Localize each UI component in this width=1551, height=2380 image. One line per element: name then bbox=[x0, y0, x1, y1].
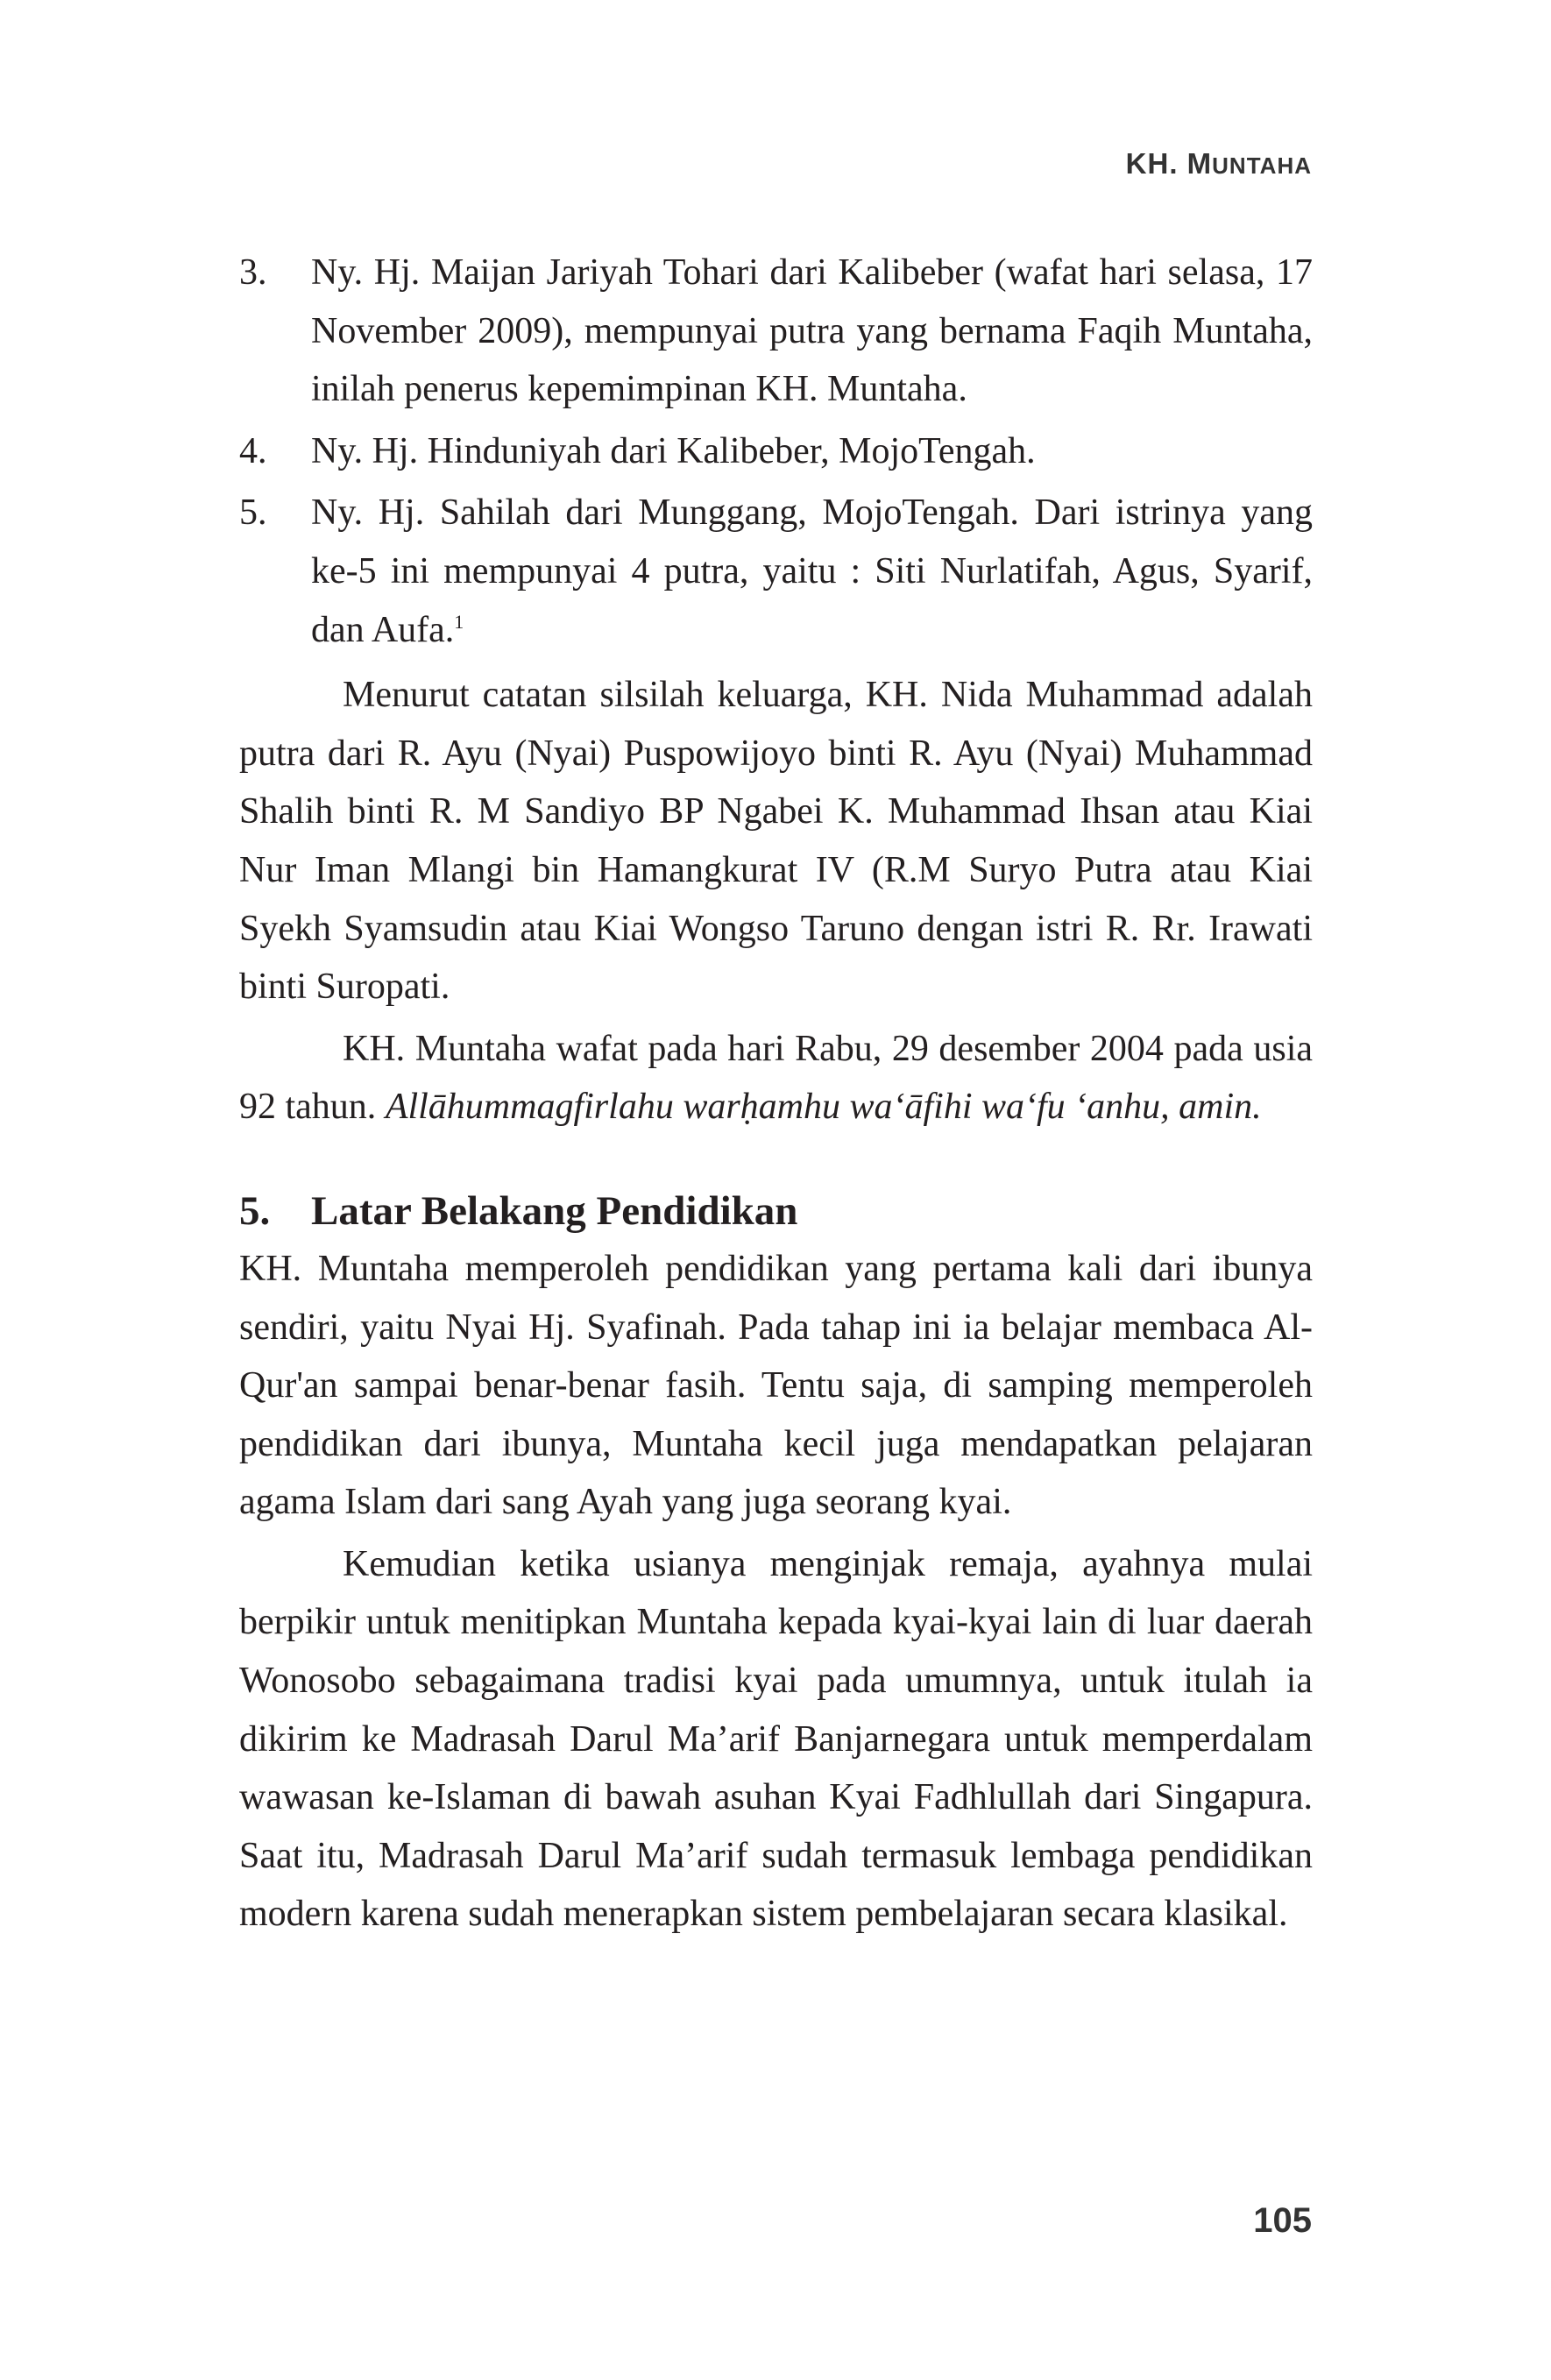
list-item bbox=[239, 244, 1313, 419]
list-text: Ny. Hj. Sahilah dari Munggang, MojoTengah. Dari istrinya yang ke-5 ini mempunyai 4 putra, yaitu : Siti Nurlatifah, Agus, Syarif, dan Aufa. bbox=[311, 492, 1313, 650]
section-heading bbox=[239, 1182, 1313, 1240]
list-number: 3. bbox=[239, 252, 267, 293]
list-number: 4. bbox=[239, 430, 267, 471]
genealogy-paragraph: Menurut catatan silsilah keluarga, KH. Nida Muhammad adalah putra dari R. Ayu (Nyai) Puspowijoyo binti R. Ayu (Nyai) Muhammad Shalih binti R. M Sandiyo BP Ngabei K. Muhammad Ihsan atau Kiai Nur Iman Mlangi bin Hamangkurat IV (R.M Suryo Putra atau Kiai Syekh Syamsudin atau Kiai Wongso Taruno dengan istri R. Rr. Irawati binti Suropati. bbox=[239, 675, 1313, 1008]
death-text: KH. Muntaha wafat pada hari Rabu, 29 desember 2004 pada usia 92 tahun. bbox=[239, 1028, 1313, 1128]
list-text: Ny. Hj. Hinduniyah dari Kalibeber, MojoTengah. bbox=[311, 430, 1036, 471]
death-paragraph bbox=[239, 1020, 1313, 1137]
prayer-text: Allāhummagfirlahu warḥamhu wa‘āfihi wa‘fu ‘anhu, amin. bbox=[385, 1087, 1262, 1128]
section-number: 5. bbox=[239, 1187, 271, 1234]
running-head bbox=[1126, 147, 1312, 181]
running-head-smallcaps: UNTAHA bbox=[1212, 152, 1312, 179]
list-number: 5. bbox=[239, 492, 267, 534]
education-paragraph: KH. Muntaha memperoleh pendidikan yang pertama kali dari ibunya sendiri, yaitu Nyai Hj. Syafinah. Pada tahap ini ia belajar membaca Al-Qur'an sampai benar-benar fasih. Tentu saja, di samping memperoleh pendidikan dari ibunya, Muntaha kecil juga mendapatkan pelajaran agama Islam dari sang Ayah yang juga seorang kyai. bbox=[239, 1248, 1313, 1523]
list-text: Ny. Hj. Maijan Jariyah Tohari dari Kalibeber (wafat hari selasa, 17 November 2009), mempunyai putra yang bernama Faqih Muntaha, inilah penerus kepemimpinan KH. Muntaha. bbox=[311, 252, 1313, 410]
page-body bbox=[239, 244, 1313, 1947]
list-item bbox=[239, 484, 1313, 659]
section-title: Latar Belakang Pendidikan bbox=[311, 1187, 798, 1234]
education-paragraph: Kemudian ketika usianya menginjak remaja, ayahnya mulai berpikir untuk menitipkan Muntaha kepada kyai-kyai lain di luar daerah Wonosobo sebagaimana tradisi kyai pada umumnya, untuk itulah ia dikirim ke Madrasah Darul Ma’arif Banjarnegara untuk memperdalam wawasan ke-Islaman di bawah asuhan Kyai Fadhlullah dari Singapura. Saat itu, Madrasah Darul Ma’arif sudah termasuk lembaga pendidikan modern karena sudah menerapkan sistem pembelajaran secara klasikal. bbox=[239, 1543, 1313, 1935]
running-head-initial: KH. M bbox=[1125, 147, 1213, 180]
footnote-marker[interactable]: 1 bbox=[454, 610, 464, 633]
list-item bbox=[239, 422, 1313, 481]
list-text-with-footnote bbox=[311, 484, 1313, 659]
page-number: 105 bbox=[1253, 2201, 1312, 2240]
